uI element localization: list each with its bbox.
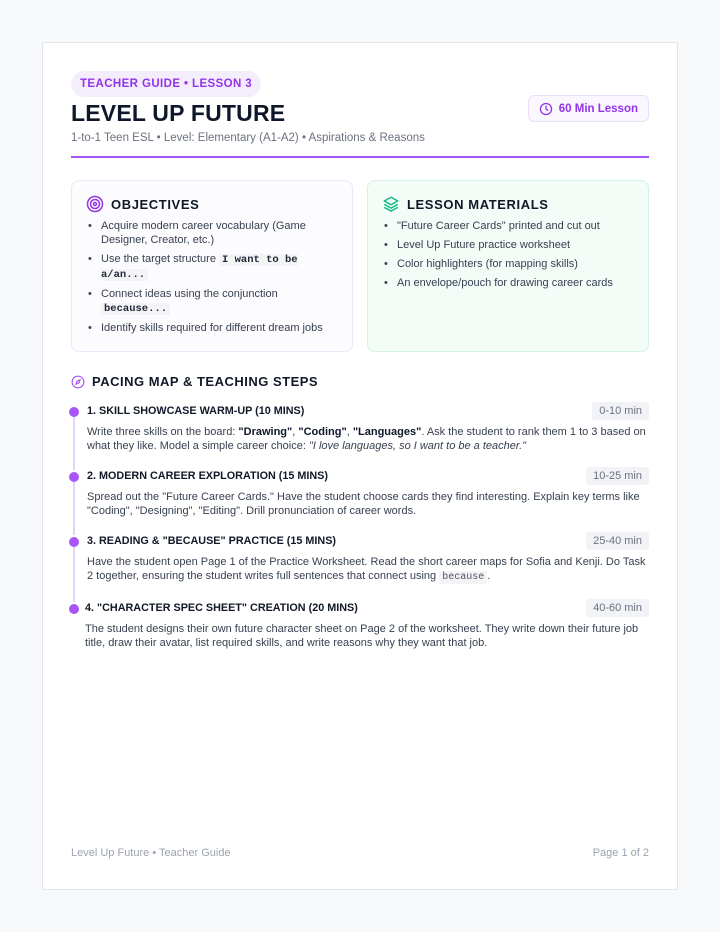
step-title: 3. READING & "BECAUSE" PRACTICE (15 MINS) bbox=[87, 535, 336, 547]
step-time-badge: 0-10 min bbox=[592, 402, 649, 420]
compass-icon bbox=[71, 375, 85, 389]
duration-label: 60 Min Lesson bbox=[558, 102, 638, 115]
step-time-badge: 40-60 min bbox=[586, 599, 649, 617]
step-title: 1. SKILL SHOWCASE WARM-UP (10 MINS) bbox=[87, 405, 305, 417]
step-title: 4. "CHARACTER SPEC SHEET" CREATION (20 MINS) bbox=[85, 602, 358, 614]
step-title: 2. MODERN CAREER EXPLORATION (15 MINS) bbox=[87, 470, 328, 482]
material-item: • "Future Career Cards" printed and cut out bbox=[382, 219, 634, 233]
clock-icon bbox=[539, 102, 553, 116]
target-icon bbox=[86, 195, 104, 213]
step-description: Write three skills on the board: "Drawing", "Coding", "Languages". Ask the student to rank them 1 to 3 based on what they like. Model a simple career choice: "I love languages, so I want to be a teacher." bbox=[87, 426, 646, 452]
lesson-page bbox=[42, 42, 678, 890]
objectives-list bbox=[86, 219, 338, 335]
objective-item: • Identify skills required for different dream jobs bbox=[86, 321, 338, 335]
material-item: • Level Up Future practice worksheet bbox=[382, 238, 634, 252]
objectives-title: OBJECTIVES bbox=[111, 196, 200, 212]
header-divider bbox=[71, 156, 649, 158]
layers-icon bbox=[382, 195, 400, 213]
pacing-heading bbox=[71, 374, 318, 389]
duration-badge bbox=[528, 95, 649, 122]
because-code: because bbox=[439, 571, 487, 584]
objectives-card bbox=[71, 180, 353, 352]
objective-item: • Acquire modern career vocabulary (Game Designer, Creator, etc.) bbox=[86, 219, 338, 247]
timeline-line bbox=[73, 414, 75, 470]
step-time-badge: 10-25 min bbox=[586, 467, 649, 485]
material-item: • Color highlighters (for mapping skills) bbox=[382, 257, 634, 271]
materials-list bbox=[382, 219, 634, 290]
objective-item: • Use the target structure I want to be a/an... bbox=[86, 252, 338, 282]
page-subtitle: 1-to-1 Teen ESL • Level: Elementary (A1-A2) • Aspirations & Reasons bbox=[71, 132, 425, 144]
objective-item: • Connect ideas using the conjunction because... bbox=[86, 287, 338, 316]
timeline-dot bbox=[69, 407, 79, 417]
timeline-dot bbox=[69, 537, 79, 547]
step-description: The student designs their own future character sheet on Page 2 of the worksheet. They write down their future job title, draw their avatar, list required skills, and write reasons why they want that job. bbox=[85, 623, 639, 649]
pacing-title: PACING MAP & TEACHING STEPS bbox=[92, 374, 319, 389]
material-item: • An envelope/pouch for drawing career cards bbox=[382, 276, 634, 290]
timeline-line bbox=[73, 544, 75, 602]
step-description: Spread out the "Future Career Cards." Have the student choose cards they find interesting. Explain key terms like "Coding", "Designing", "Editing". Drill pronunciation of career words. bbox=[87, 491, 640, 517]
lesson-badge: TEACHER GUIDE • LESSON 3 bbox=[71, 71, 261, 97]
footer-title: Level Up Future • Teacher Guide bbox=[71, 847, 231, 859]
materials-title: LESSON MATERIALS bbox=[407, 196, 549, 212]
timeline-dot bbox=[69, 472, 79, 482]
page-number: Page 1 of 2 bbox=[592, 847, 649, 859]
step-description: Have the student open Page 1 of the Practice Worksheet. Read the short career maps for Sofia and Kenji. Do Task 2 together, ensuring the student writes full sentences that connect using because . bbox=[87, 556, 646, 583]
timeline-dot bbox=[69, 604, 79, 614]
conjunction-code: because... bbox=[101, 303, 170, 315]
target-structure-code: I want to be a/an... bbox=[101, 254, 298, 281]
step-time-badge: 25-40 min bbox=[586, 532, 649, 550]
timeline-line bbox=[73, 479, 75, 535]
materials-card bbox=[367, 180, 649, 352]
page-title: LEVEL UP FUTURE bbox=[71, 100, 286, 126]
